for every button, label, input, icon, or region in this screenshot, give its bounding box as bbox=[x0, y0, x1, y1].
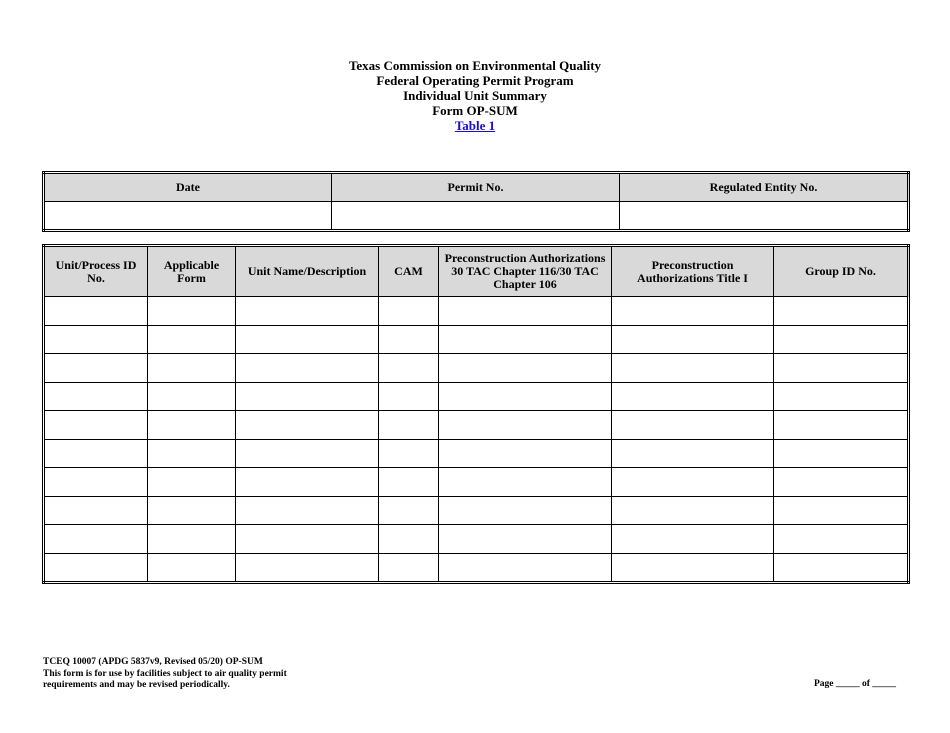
applicable-form-cell[interactable] bbox=[148, 354, 236, 383]
unit-process-id-cell[interactable] bbox=[44, 525, 148, 554]
group-id-cell[interactable] bbox=[774, 297, 909, 326]
preconstruction-116-cell[interactable] bbox=[439, 496, 612, 525]
cam-cell[interactable] bbox=[379, 411, 439, 440]
cam-header: CAM bbox=[379, 246, 439, 297]
cam-cell[interactable] bbox=[379, 325, 439, 354]
page-number: Page _____ of _____ bbox=[813, 679, 896, 689]
unit-process-id-cell[interactable] bbox=[44, 382, 148, 411]
applicable-form-cell[interactable] bbox=[148, 525, 236, 554]
cam-cell[interactable] bbox=[379, 382, 439, 411]
group-id-cell[interactable] bbox=[774, 553, 909, 583]
unit-process-id-cell[interactable] bbox=[44, 325, 148, 354]
preconstruction-116-cell[interactable] bbox=[439, 354, 612, 383]
preconstruction-116-cell[interactable] bbox=[439, 297, 612, 326]
unit-process-id-cell[interactable] bbox=[44, 411, 148, 440]
group-id-cell[interactable] bbox=[774, 496, 909, 525]
applicable-form-cell[interactable] bbox=[148, 382, 236, 411]
table-row bbox=[44, 382, 909, 411]
unit-name-cell[interactable] bbox=[236, 297, 379, 326]
regulated-entity-field[interactable] bbox=[620, 202, 909, 231]
applicable-form-cell[interactable] bbox=[148, 325, 236, 354]
unit-process-id-cell[interactable] bbox=[44, 354, 148, 383]
unit-process-id-cell[interactable] bbox=[44, 496, 148, 525]
applicable-form-cell[interactable] bbox=[148, 496, 236, 525]
date-header: Date bbox=[44, 173, 332, 202]
table-1-link[interactable]: Table 1 bbox=[454, 118, 496, 133]
applicable-form-cell[interactable] bbox=[148, 553, 236, 583]
group-id-cell[interactable] bbox=[774, 325, 909, 354]
permit-no-header: Permit No. bbox=[332, 173, 620, 202]
agency-title: Texas Commission on Environmental Quality bbox=[348, 58, 602, 73]
applicable-form-header: Applicable Form bbox=[148, 246, 236, 297]
group-id-cell[interactable] bbox=[774, 439, 909, 468]
group-id-cell[interactable] bbox=[774, 525, 909, 554]
preconstruction-title-i-cell[interactable] bbox=[612, 297, 774, 326]
preconstruction-title-i-header: Preconstruction Authorizations Title I bbox=[612, 246, 774, 297]
cam-cell[interactable] bbox=[379, 496, 439, 525]
preconstruction-title-i-cell[interactable] bbox=[612, 411, 774, 440]
preconstruction-116-header: Preconstruction Authorizations 30 TAC Chapter 116/30 TAC Chapter 106 bbox=[439, 246, 612, 297]
preconstruction-title-i-cell[interactable] bbox=[612, 354, 774, 383]
table-row bbox=[44, 496, 909, 525]
cam-cell[interactable] bbox=[379, 525, 439, 554]
group-id-cell[interactable] bbox=[774, 468, 909, 497]
table-row bbox=[44, 439, 909, 468]
cam-cell[interactable] bbox=[379, 468, 439, 497]
date-field[interactable] bbox=[44, 202, 332, 231]
unit-name-header: Unit Name/Description bbox=[236, 246, 379, 297]
preconstruction-116-cell[interactable] bbox=[439, 382, 612, 411]
table-row bbox=[44, 525, 909, 554]
form-note-1: This form is for use by facilities subject to air quality permit bbox=[43, 668, 287, 679]
cam-cell[interactable] bbox=[379, 297, 439, 326]
preconstruction-title-i-cell[interactable] bbox=[612, 525, 774, 554]
unit-summary-table bbox=[42, 244, 910, 584]
preconstruction-title-i-cell[interactable] bbox=[612, 325, 774, 354]
cam-cell[interactable] bbox=[379, 553, 439, 583]
unit-process-id-cell[interactable] bbox=[44, 553, 148, 583]
cam-cell[interactable] bbox=[379, 439, 439, 468]
table-row bbox=[44, 325, 909, 354]
preconstruction-116-cell[interactable] bbox=[439, 325, 612, 354]
preconstruction-116-cell[interactable] bbox=[439, 553, 612, 583]
regulated-entity-header: Regulated Entity No. bbox=[620, 173, 909, 202]
form-header bbox=[0, 58, 950, 133]
form-title: Form OP-SUM bbox=[432, 103, 518, 118]
program-title: Federal Operating Permit Program bbox=[376, 73, 574, 88]
applicable-form-cell[interactable] bbox=[148, 411, 236, 440]
preconstruction-title-i-cell[interactable] bbox=[612, 468, 774, 497]
applicable-form-cell[interactable] bbox=[148, 297, 236, 326]
permit-info-table bbox=[42, 171, 910, 232]
unit-name-cell[interactable] bbox=[236, 553, 379, 583]
unit-name-cell[interactable] bbox=[236, 496, 379, 525]
applicable-form-cell[interactable] bbox=[148, 468, 236, 497]
group-id-cell[interactable] bbox=[774, 382, 909, 411]
table-row bbox=[44, 354, 909, 383]
summary-title: Individual Unit Summary bbox=[403, 88, 547, 103]
unit-process-id-cell[interactable] bbox=[44, 297, 148, 326]
permit-no-field[interactable] bbox=[332, 202, 620, 231]
unit-process-id-header: Unit/Process ID No. bbox=[44, 246, 148, 297]
preconstruction-title-i-cell[interactable] bbox=[612, 496, 774, 525]
table-row bbox=[44, 553, 909, 583]
form-id: TCEQ 10007 (APDG 5837v9, Revised 05/20) OP-SUM bbox=[43, 657, 263, 667]
unit-name-cell[interactable] bbox=[236, 411, 379, 440]
form-footer bbox=[43, 657, 287, 692]
preconstruction-title-i-cell[interactable] bbox=[612, 382, 774, 411]
preconstruction-title-i-cell[interactable] bbox=[612, 553, 774, 583]
table-row bbox=[44, 468, 909, 497]
unit-process-id-cell[interactable] bbox=[44, 468, 148, 497]
group-id-cell[interactable] bbox=[774, 354, 909, 383]
group-id-cell[interactable] bbox=[774, 411, 909, 440]
unit-process-id-cell[interactable] bbox=[44, 439, 148, 468]
table-row bbox=[44, 297, 909, 326]
table-row bbox=[44, 411, 909, 440]
unit-name-cell[interactable] bbox=[236, 439, 379, 468]
preconstruction-116-cell[interactable] bbox=[439, 411, 612, 440]
preconstruction-116-cell[interactable] bbox=[439, 468, 612, 497]
preconstruction-116-cell[interactable] bbox=[439, 525, 612, 554]
unit-name-cell[interactable] bbox=[236, 525, 379, 554]
cam-cell[interactable] bbox=[379, 354, 439, 383]
applicable-form-cell[interactable] bbox=[148, 439, 236, 468]
unit-name-cell[interactable] bbox=[236, 325, 379, 354]
unit-name-cell[interactable] bbox=[236, 354, 379, 383]
preconstruction-title-i-cell[interactable] bbox=[612, 439, 774, 468]
unit-name-cell[interactable] bbox=[236, 382, 379, 411]
form-note-2: requirements and may be revised periodically. bbox=[43, 680, 230, 690]
group-id-header: Group ID No. bbox=[774, 246, 909, 297]
unit-name-cell[interactable] bbox=[236, 468, 379, 497]
preconstruction-116-cell[interactable] bbox=[439, 439, 612, 468]
